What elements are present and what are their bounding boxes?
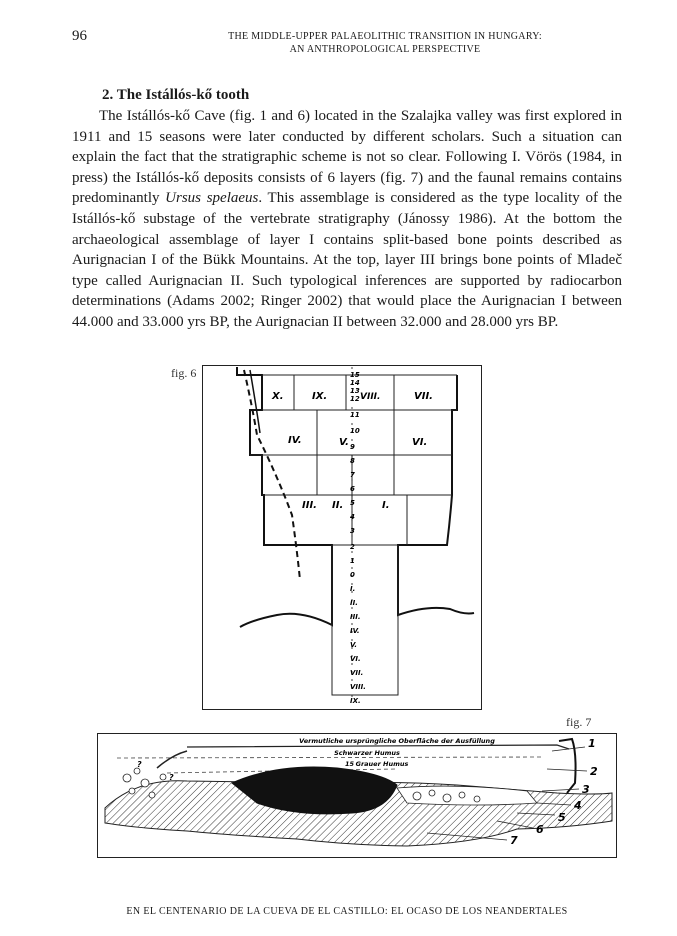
fig7-layer-number: 1 bbox=[588, 737, 596, 750]
body-text-part2: . This assemblage is considered as the type locality of the Istállós-kő substage of the vertebrate stratigraphy (Jánossy 1986). At the bottom the archaeological assemblage of layer I contains split-based bone points described as Aurignacian I of the Bükk Mountains. At the top, layer III brings bone points of Mladeč type called Aurignacian II. Such typological inferences are supported by radiocarbon determinations (Adams 2002; Ringer 2002) that would place the Aurignacian I between 44.000 and 33.000 yrs BP, the Aurignacian II between 32.000 and 28.000 yrs BP. bbox=[72, 190, 622, 330]
fig6-mark: II. bbox=[350, 599, 358, 607]
fig6-sector: II. bbox=[332, 500, 344, 511]
fig6-frame bbox=[203, 366, 482, 710]
fig6-sector: VII. bbox=[414, 391, 433, 402]
fig6-mark: 9 bbox=[350, 443, 355, 451]
fig6-cave-plan bbox=[202, 365, 482, 710]
fig7-cave-section bbox=[97, 733, 617, 858]
fig6-mark: I. bbox=[350, 585, 356, 593]
fig6-sector: X. bbox=[272, 391, 284, 402]
fig7-arch bbox=[157, 751, 187, 768]
fig6-mark: 14 bbox=[350, 379, 360, 387]
fig7-mark: 15 bbox=[345, 760, 355, 768]
species-name: Ursus spelaeus bbox=[165, 190, 259, 207]
fig6-mark: 8 bbox=[350, 457, 355, 465]
fig6-mark: III. bbox=[350, 613, 361, 621]
fig6-mark: 0 bbox=[350, 571, 355, 579]
fig6-mark: IV. bbox=[350, 627, 360, 635]
fig7-layer-number: 2 bbox=[590, 765, 598, 778]
running-head bbox=[150, 30, 620, 56]
fig7-layer-number: 4 bbox=[574, 799, 582, 812]
fig7-layer-number: 3 bbox=[582, 783, 590, 796]
fig7-layer-number: 6 bbox=[536, 823, 544, 836]
section-heading: 2. The Istállós-kő tooth bbox=[102, 87, 250, 103]
fig7-dash-line1 bbox=[117, 757, 542, 758]
fig6-mark: 7 bbox=[350, 471, 355, 479]
fig6-mark: 3 bbox=[350, 527, 355, 535]
fig6-sector: IV. bbox=[288, 435, 302, 446]
fig6-sector: III. bbox=[302, 500, 317, 511]
fig7-mark: ? bbox=[169, 773, 174, 782]
fig6-mark: 5 bbox=[350, 499, 355, 507]
running-head-line2: AN ANTHROPOLOGICAL PERSPECTIVE bbox=[289, 44, 481, 55]
fig7-legend: Vermutliche ursprüngliche Oberfläche der Ausfüllung bbox=[299, 737, 495, 745]
fig7-mark: ? bbox=[137, 760, 142, 769]
fig6-mark: V. bbox=[350, 641, 357, 649]
fig7-layer-number: 7 bbox=[510, 834, 518, 847]
page-number: 96 bbox=[72, 28, 87, 44]
fig6-mark: 4 bbox=[350, 513, 355, 521]
fig6-mark: VIII. bbox=[350, 683, 366, 691]
fig6-mark: 10 bbox=[350, 427, 360, 435]
fig6-label: fig. 6 bbox=[171, 366, 197, 380]
fig6-sector: IX. bbox=[312, 391, 328, 402]
body-paragraph bbox=[72, 106, 622, 333]
fig7-label: fig. 7 bbox=[566, 715, 592, 729]
fig6-mark: VII. bbox=[350, 669, 364, 677]
fig6-mark: 11 bbox=[350, 411, 360, 419]
body-text-part1: The Istállós-kő Cave (fig. 1 and 6) located in the Szalajka valley was first explored in 1911 and 15 seasons were later conducted by different scholars. Such a situation can explain the fact that the stratigraphic scheme is not so clear. Following I. Vörös (1984, in press) the Istállós-kő deposits consists of 6 layers (fig. 7) and the faunal remains contains predominantly bbox=[72, 108, 622, 207]
fig6-mark: 12 bbox=[350, 395, 360, 403]
page-footer: EN EL CENTENARIO DE LA CUEVA DE EL CASTILLO: EL OCASO DE LOS NEANDERTALES bbox=[126, 906, 568, 917]
fig6-sector: VI. bbox=[412, 437, 428, 448]
fig7-legend: Schwarzer Humus bbox=[334, 749, 400, 757]
fig6-sector: I. bbox=[382, 500, 390, 511]
fig6-mark: VI. bbox=[350, 655, 361, 663]
fig6-mark: 13 bbox=[350, 387, 360, 395]
fig7-legend: Grauer Humus bbox=[355, 760, 409, 768]
fig6-sector: V. bbox=[339, 437, 349, 448]
fig6-mark: 1 bbox=[350, 557, 355, 565]
fig7-layer-number: 5 bbox=[558, 811, 566, 824]
fig6-sector: VIII. bbox=[360, 392, 381, 402]
running-head-line1: THE MIDDLE-UPPER PALAEOLITHIC TRANSITION IN HUNGARY: bbox=[228, 31, 542, 42]
fig6-mark: 2 bbox=[350, 543, 355, 551]
fig6-mark: IX. bbox=[350, 697, 361, 705]
fig6-mark: 15 bbox=[350, 371, 360, 379]
fig6-mark: 6 bbox=[350, 485, 355, 493]
